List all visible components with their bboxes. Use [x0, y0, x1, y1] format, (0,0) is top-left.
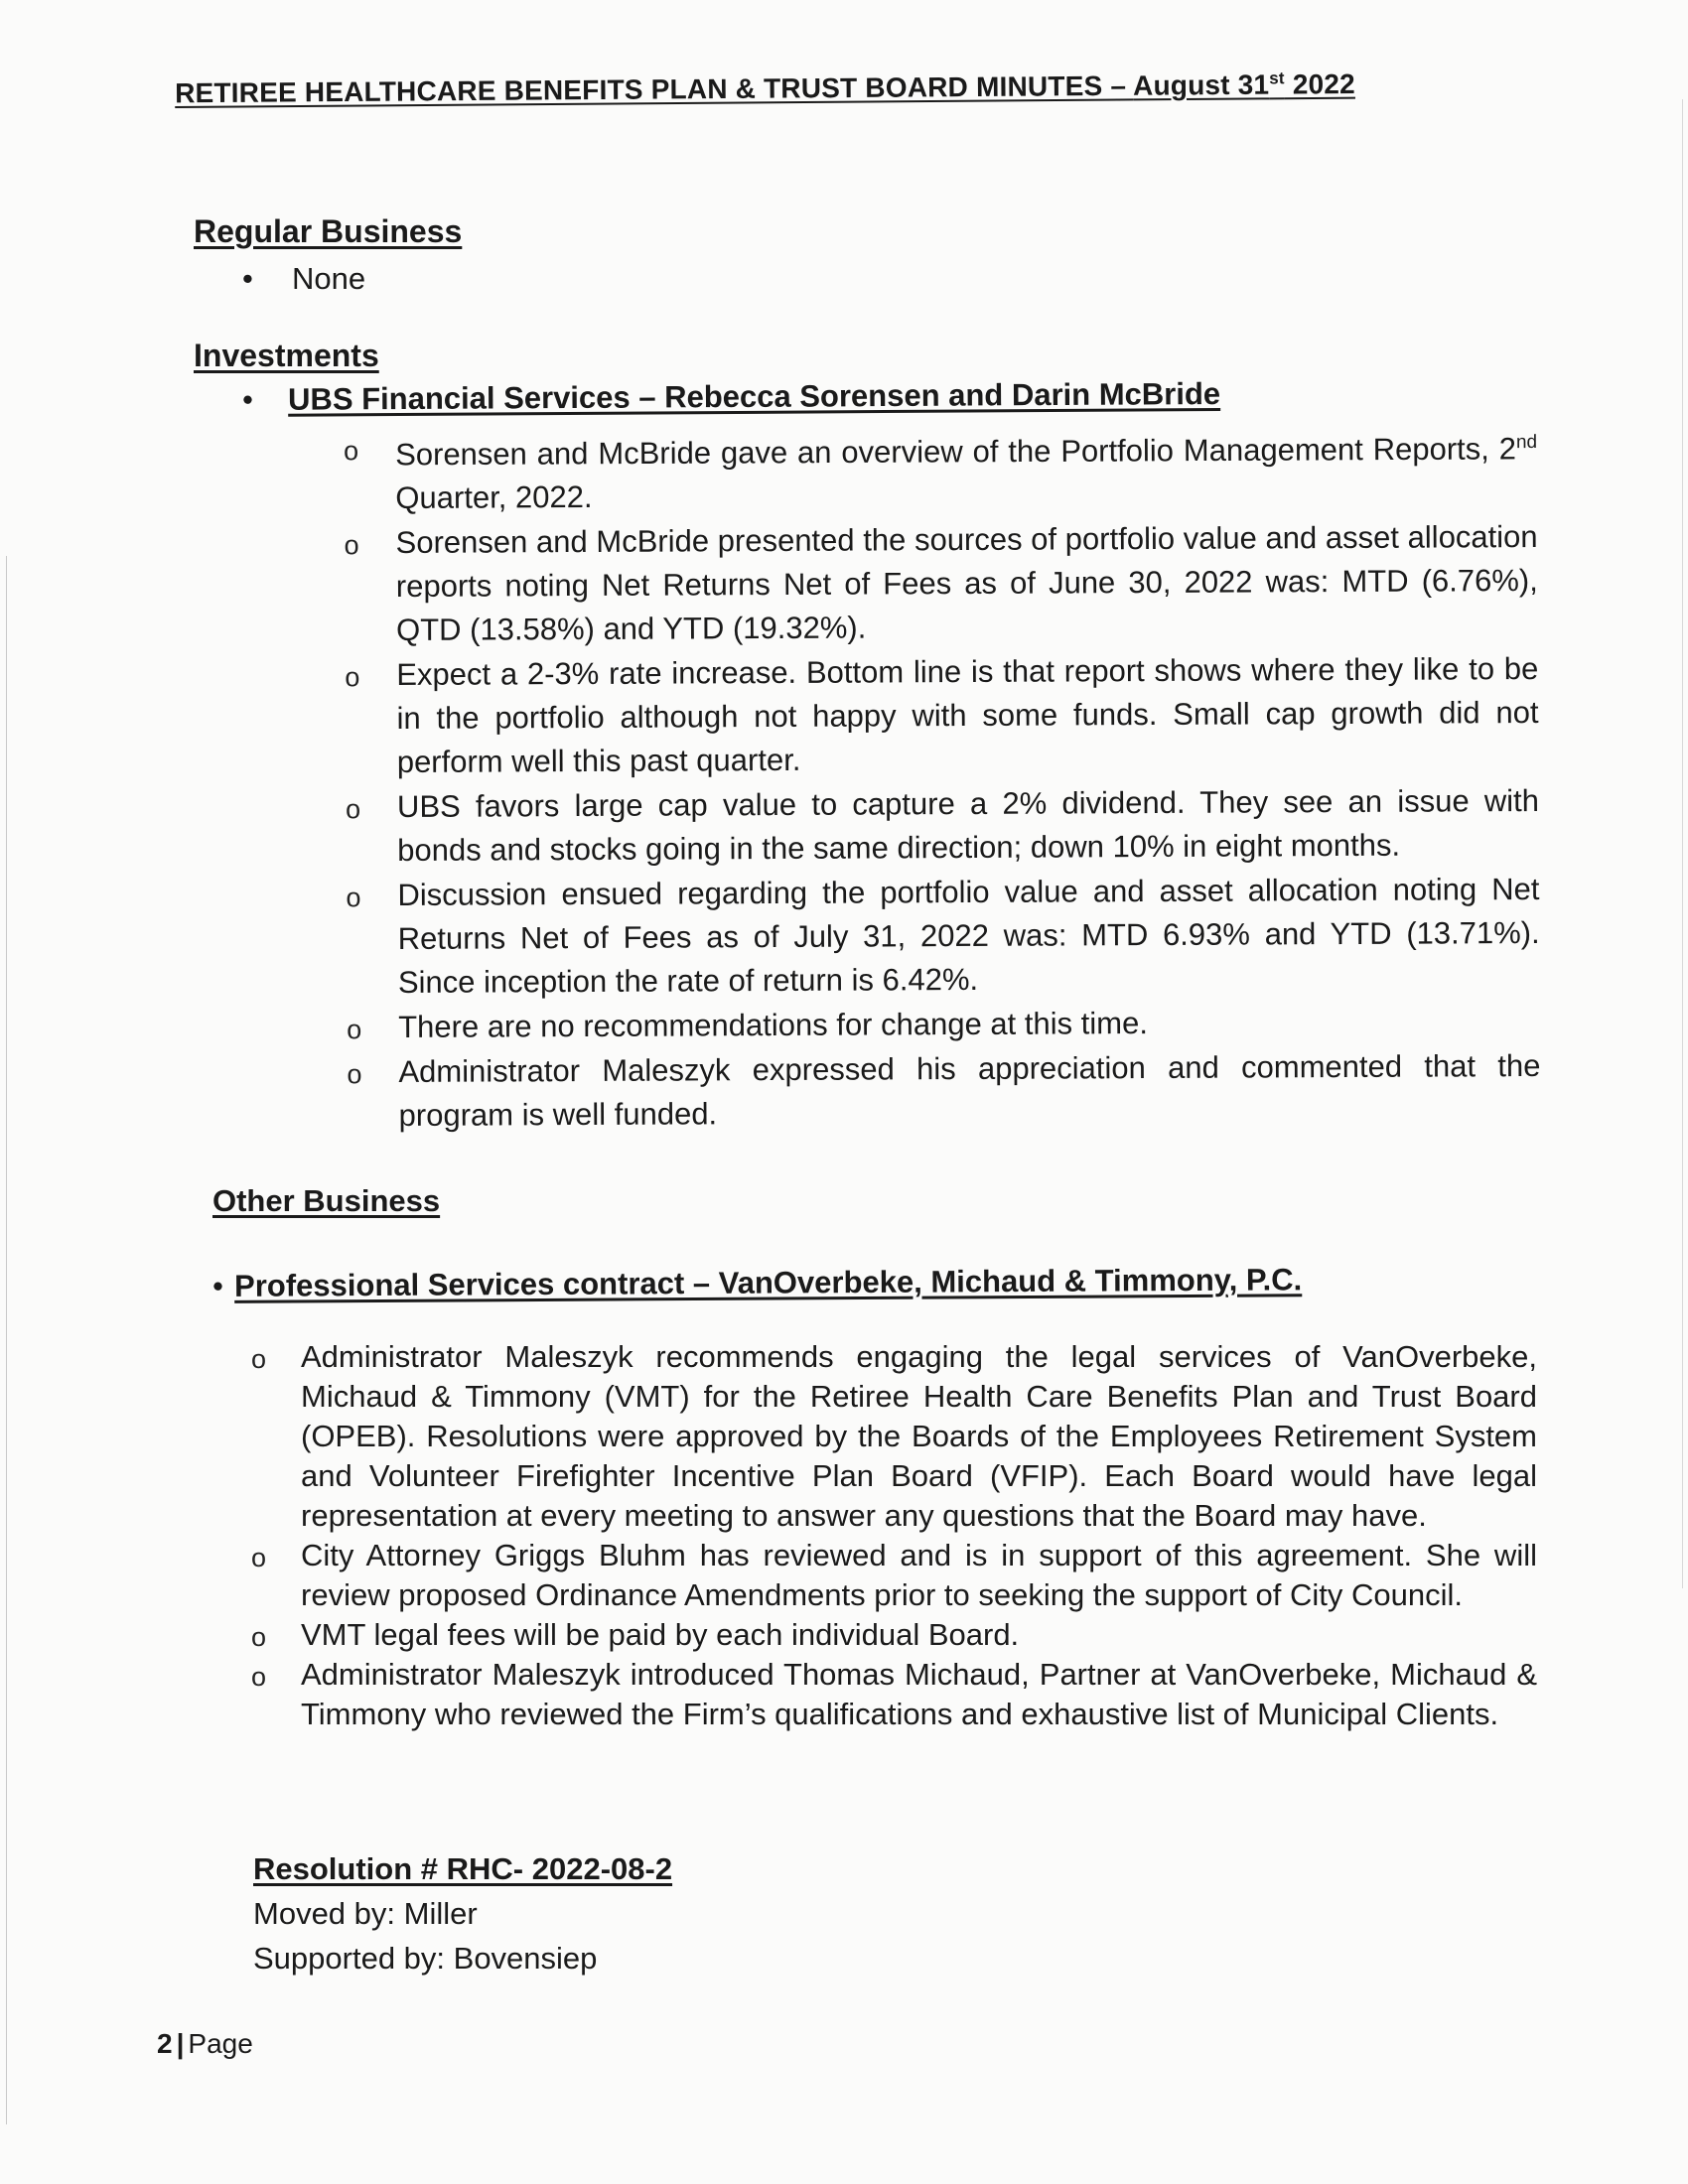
professional-services-subheading: • Professional Services contract – VanOverbeke, Michaud & Timmony, P.C. — [212, 1262, 1303, 1303]
list-item: o Administrator Maleszyk expressed his appreciation and commented that the program is well funded. — [347, 1048, 1541, 1134]
scan-edge-right — [1682, 99, 1683, 1588]
resolution-heading: Resolution # RHC- 2022-08-2 — [253, 1851, 673, 1886]
list-item: o Expect a 2-3% rate increase. Bottom line is that report shows where they like to be in the portfolio although not happy with some funds. Small cap growth did not perform well this past quarter. — [345, 651, 1539, 780]
list-item: o Sorensen and McBride presented the sources of portfolio value and asset allocation reports noting Net Returns Net of Fees as of June 30, 2022 was: MTD (6.76%), QTD (13.58%) and YTD (19.32%). — [344, 519, 1538, 648]
regular-business-heading: Regular Business — [194, 213, 463, 249]
page-footer — [157, 2028, 253, 2060]
circle-marker-icon: o — [251, 1622, 267, 1652]
circle-marker-icon: o — [251, 1543, 267, 1572]
circle-marker-icon: o — [344, 530, 359, 561]
list-item: o There are no recommendations for change at this time. — [398, 1000, 1540, 1049]
list-item: o Sorensen and McBride gave an overview of the Portfolio Management Reports, 2nd Quarter, 2022. — [395, 421, 1537, 520]
list-item: o Discussion ensued regarding the portfolio value and asset allocation noting Net Returns Net of Fees as of July 31, 2022 was: MTD 6.93% and YTD (13.71%). Since inception the rate of return is 6.42%. — [346, 872, 1540, 1001]
document-title: RETIREE HEALTHCARE BENEFITS PLAN & TRUST BOARD MINUTES – August 31st 2022 — [175, 68, 1355, 109]
other-business-heading: Other Business — [212, 1183, 441, 1218]
circle-marker-icon: o — [251, 1344, 267, 1374]
supported-by: Supported by: Bovensiep — [253, 1941, 598, 1976]
circle-marker-icon: o — [345, 794, 361, 825]
ubs-subheading: • UBS Financial Services – Rebecca Sorensen and Darin McBride — [242, 375, 1221, 417]
list-item: o City Attorney Griggs Bluhm has reviewed and is in support of this agreement. She will review proposed Ordinance Amendments prior to seeking the support of City Council. — [251, 1538, 1537, 1612]
scan-edge-left — [6, 556, 7, 2124]
moved-by: Moved by: Miller — [253, 1896, 478, 1931]
circle-marker-icon: o — [344, 436, 359, 467]
list-item: o Administrator Maleszyk introduced Thomas Michaud, Partner at VanOverbeke, Michaud & Timmony who reviewed the Firm’s qualifications and exhaustive list of Municipal Clients. — [251, 1657, 1537, 1731]
list-item: o Administrator Maleszyk recommends engaging the legal services of VanOverbeke, Michaud & Timmony (VMT) for the Retiree Health Care Benefits Plan and Trust Board (OPEB). Resolutions were approved by the Boards of the Employees Retirement System and Volunteer Firefighter Incentive Plan Board (VFIP). Each Board would have legal representation at every meeting to answer any questions that the Board may have. — [251, 1339, 1537, 1533]
investments-heading: Investments — [194, 338, 379, 373]
list-item: o VMT legal fees will be paid by each individual Board. — [301, 1615, 1537, 1655]
circle-marker-icon: o — [347, 1059, 362, 1090]
circle-marker-icon: o — [345, 662, 360, 693]
page-label: Page — [188, 2028, 253, 2059]
circle-marker-icon: o — [347, 1015, 362, 1045]
investments-list — [344, 421, 1541, 1139]
circle-marker-icon: o — [251, 1662, 267, 1692]
other-business-list — [251, 1337, 1537, 1734]
resolution-block — [253, 1846, 672, 1980]
list-item: o UBS favors large cap value to capture a 2% dividend. They see an issue with bonds and stocks going in the same direction; down 10% in eight months. — [345, 783, 1540, 869]
footer-separator: | — [176, 2028, 185, 2059]
page-number: 2 — [157, 2028, 173, 2059]
regular-business-item: • None — [242, 261, 366, 296]
circle-marker-icon: o — [346, 883, 361, 913]
